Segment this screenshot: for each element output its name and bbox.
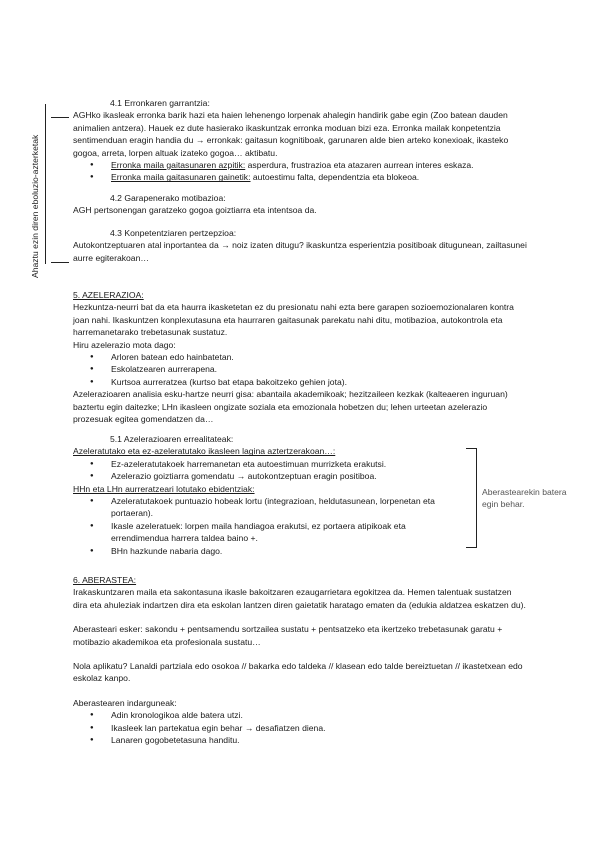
list-item: ● BHn hazkunde nabaria dago. [73,545,453,557]
list-item-text: asperdura, frustrazioa eta atazaren aurrean interes eskaza. [245,160,474,171]
list-item: ● Ikasleek lan partekatua egin behar → desafiatzen diena. [73,722,528,734]
section-5-1-subheading-2: HHn eta LHn aurreratzeari lotutako ebidentziak: [73,483,255,494]
section-5-1 [73,433,528,557]
section-4-2-paragraph: AGH pertsonengan garatzeko gogoa goiztiarra eta intentsoa da. [73,205,317,216]
section-5-paragraph-2: Azelerazioaren analisia esku-hartze neurri gisa: abantaila akademikoak; hezitzaileen kezkak (kalteaeren inguruan) baztertu egin daitezke; LHn ikasleen ongizate soziala eta emozionala hobetzen du; lehen urteetan azelerazio prozesuak egitea gomendatzen da… [73,389,508,425]
section-6-lead: Aberastearen indarguneak: [73,697,177,708]
list-item: ● Eskolatzearen aurrerapena. [73,363,528,375]
list-item [73,171,528,183]
section-6-list [73,709,528,746]
section-4-3-paragraph: Autokontzeptuaren atal inportantea da → noiz izaten ditugu? ikaskuntza esperientzia positiboak ditugunean, zailtasunei aurre egiterakoan… [73,240,527,263]
margin-note: Ahaztu ezin diren eboluzio-azterketak [30,134,40,278]
list-item: ● Lanaren gogobetetasuna handitu. [73,734,528,746]
section-5-1-list-2 [73,495,453,557]
section-5-list [73,351,528,388]
section-5-1-subheading-1: Azeleratutako eta ez-azeleratutako ikasleen lagina aztertzerakoan…: [73,446,336,457]
section-4-1-title: 4.1 Erronkaren garrantzia: [110,98,210,108]
margin-bracket-bottom [51,262,69,263]
list-item: ● Kurtsoa aurreratzea (kurtso bat etapa bakoitzeko gehien jota). [73,376,528,388]
underlined-term: Erronka maila gaitasunaren gainetik: [111,172,251,183]
section-5 [73,289,528,425]
section-4-2-title: 4.2 Garapenerako motibazioa: [110,193,226,203]
right-bracket [466,448,477,548]
section-6-title: 6. ABERASTEA: [73,575,137,585]
section-5-1-list-1 [73,458,528,483]
section-6-paragraph: Irakaskuntzaren maila eta sakontasuna ikasle bakoitzaren ezaugarrietara egokitzea da. Hemen talentuak sustatzen dira eta ahuleziak indartzen dira eta eskolan lantzen diren gaietatik haratago ematen da (edukia aldatzea eskatzen du). [73,587,526,610]
section-4-1-paragraph: AGHko ikasleak erronka barik hazi eta haien lehenengo lorpenak ahalegin handirik gabe egin (Zoo batean dauden animalien antzera). Hauek ez dute hasierako ikaskuntzak erronka moduan bizi eza. Erronka mailak konpetentzia sentimenduan eragin handia du → erronkak: gaitasun kognitiboak, garunaren alde bien arteko konexioak, ikasteko gogoa, arreta, lorpen altuak izateko gogoa… aktibatu. [73,110,509,158]
section-5-paragraph: Hezkuntza-neurri bat da eta haurra ikasketetan ez du presionatu nahi ezta bere garapen sozioemozionalaren kontra joan nahi. Ikaskuntzen konplexutasuna eta haurraren gaitasunak parekatu nahi ditu, motibazioa, autokontrola eta harremanetarako trebetasunak sustatuz. [73,302,514,338]
section-4-3 [73,227,528,264]
section-5-lead: Hiru azelerazio mota dago: [73,339,176,350]
list-item: ● Azelerazio goiztiarra gomendatu → autokontzeptuan eragin positiboa. [73,470,528,482]
margin-bracket-top [51,117,69,118]
list-item: ● Adin kronologikoa alde batera utzi. [73,709,528,721]
section-6 [73,574,528,746]
list-item: ● Ikasle azeleratuek: lorpen maila handiagoa erakutsi, ez portaera atipikoak eta errendimendua harrera taldea baino +. [73,520,453,545]
section-6-paragraph-3: Nola aplikatu? Lanaldi partziala edo osokoa // bakarka edo taldeka // klasean edo talde bereiztuetan // ikastetxean edo eskolaz kanpo. [73,661,523,684]
bracket-note: Aberastearekin batera egin behar. [482,487,567,509]
list-item: ● Arloren batean edo hainbatetan. [73,351,528,363]
list-item [73,159,528,171]
section-5-title: 5. AZELERAZIOA: [73,290,144,300]
list-item: ● Azeleratutakoek puntuazio hobeak lortu (integrazioan, heldutasunean, lorpenetan eta portaeran). [73,495,453,520]
section-4-1-list [73,159,528,184]
section-4-1 [73,97,528,184]
list-item-text: autoestimu falta, dependentzia eta blokeoa. [250,172,420,183]
section-6-paragraph-2: Aberasteari esker: sakondu + pentsamendu sortzailea sustatu + pentsatzeko eta ikertzeko trebetasunak garatu + motibazio akademikoa eta profesionala sustatu… [73,624,503,647]
section-4-3-title: 4.3 Konpetentziaren pertzepzioa: [110,228,237,238]
list-item: ● Ez-azeleratutakoek harremanetan eta autoestimuan murrizketa erakutsi. [73,458,528,470]
section-5-1-title: 5.1 Azelerazioaren errealitateak: [110,434,234,444]
underlined-term: Erronka maila gaitasunaren azpitik: [111,160,246,171]
section-4-2 [73,192,528,217]
margin-bracket-line [45,104,46,264]
